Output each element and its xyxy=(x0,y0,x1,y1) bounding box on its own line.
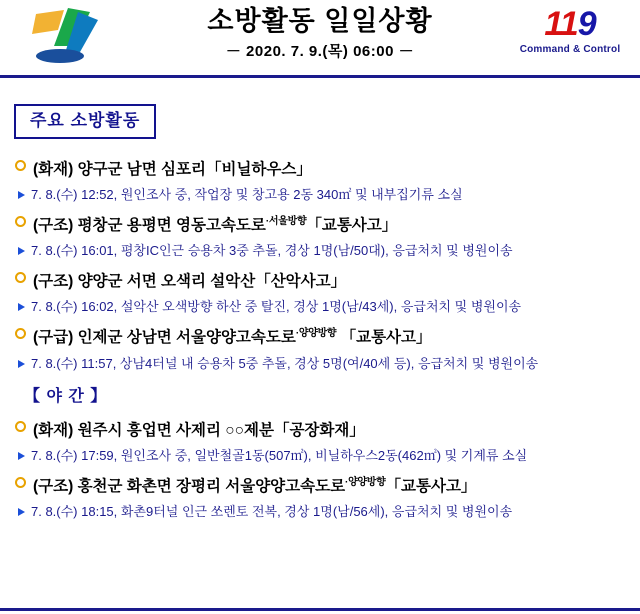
entry-head-suffix: 「산악사고」 xyxy=(255,273,347,291)
entry-head-suffix: 「교통사고」 xyxy=(306,217,398,235)
ring-bullet-icon xyxy=(15,216,26,227)
list-item xyxy=(14,209,632,263)
list-item xyxy=(14,321,632,375)
logo-caption: Command & Control xyxy=(519,44,621,55)
entry-head-prefix: (화재) 양구군 남면 심포리 xyxy=(33,161,206,179)
entry-head-prefix: (구조) 홍천군 화촌면 장평리 서울양양고속도로 xyxy=(33,477,346,495)
entry-head-suffix: 「비닐하우스」 xyxy=(205,161,312,179)
gangwon-emblem-icon xyxy=(18,6,118,68)
entry-detail-text: 7. 8.(수) 18:15, 화촌9터널 인근 쏘렌토 전복, 경상 1명(남/56세), 응급처치 및 병원이송 xyxy=(31,503,513,519)
ring-bullet-icon xyxy=(15,272,26,283)
entry-head-prefix: (구조) 양양군 서면 오색리 설악산 xyxy=(33,273,256,291)
list-item xyxy=(14,414,632,468)
entry-detail xyxy=(16,352,632,376)
entry-head-suffix: 「교통사고」 xyxy=(336,329,432,347)
entry-head-sup: ·양양방향 xyxy=(295,328,337,340)
entry-head-sup: ·양양방향 xyxy=(345,476,386,488)
triangle-bullet-icon xyxy=(18,452,25,460)
entry-detail xyxy=(16,500,632,524)
entry-headline xyxy=(14,265,632,295)
triangle-bullet-icon xyxy=(18,191,25,199)
list-item xyxy=(14,470,632,524)
entry-detail-text: 7. 8.(수) 16:01, 평창IC인근 승용차 3중 추돌, 경상 1명(남/50대), 응급처치 및 병원이송 xyxy=(31,243,513,259)
ring-bullet-icon xyxy=(15,328,26,339)
entry-detail xyxy=(16,444,632,468)
activity-list xyxy=(0,153,640,524)
title-block xyxy=(130,4,510,63)
page-subtitle: － 2020. 7. 9.(목) 06:00 － xyxy=(225,43,415,60)
entry-head-suffix: 「교통사고」 xyxy=(385,477,477,495)
triangle-bullet-icon xyxy=(18,247,25,255)
document-header xyxy=(0,0,640,78)
triangle-bullet-icon xyxy=(18,360,25,368)
entry-detail-text: 7. 8.(수) 17:59, 원인조사 중, 일반철골1동(507㎡), 비닐하우스2동(462㎡) 및 기계류 소실 xyxy=(31,447,528,463)
triangle-bullet-icon xyxy=(18,508,25,516)
entry-detail-text: 7. 8.(수) 11:57, 상남4터널 내 승용차 5중 추돌, 경상 5명(여/40세 등), 응급처치 및 병원이송 xyxy=(31,355,539,371)
page-title: 소방활동 일일상황 xyxy=(207,6,433,36)
entry-headline xyxy=(14,153,632,183)
ring-bullet-icon xyxy=(15,160,26,171)
logo-digits-11: 11 xyxy=(544,5,578,43)
entry-headline xyxy=(14,414,632,444)
logo-119-icon xyxy=(514,4,626,44)
logo-digit-9: 9 xyxy=(577,5,596,43)
ring-bullet-icon xyxy=(15,477,26,488)
entry-headline xyxy=(14,470,632,500)
entry-head-prefix: (화재) 원주시 흥업면 사제리 ○○제분 xyxy=(33,421,274,439)
list-item xyxy=(14,265,632,319)
night-section-label: 【 야 간 】 xyxy=(24,387,108,405)
entry-head-sup: ·서울방향 xyxy=(265,216,307,228)
entry-detail xyxy=(16,183,632,207)
ring-bullet-icon xyxy=(15,421,26,432)
section-title: 주요 소방활동 xyxy=(14,104,156,139)
entry-headline xyxy=(14,209,632,239)
entry-headline xyxy=(14,321,632,351)
triangle-bullet-icon xyxy=(18,303,25,311)
footer-divider xyxy=(0,608,640,611)
entry-detail xyxy=(16,295,632,319)
command-control-logo xyxy=(514,4,626,70)
entry-head-prefix: (구조) 평창군 용평면 영동고속도로 xyxy=(33,217,266,235)
entry-head-suffix: 「공장화재」 xyxy=(273,421,365,439)
list-item xyxy=(14,153,632,207)
entry-detail-text: 7. 8.(수) 12:52, 원인조사 중, 작업장 및 창고용 2동 340㎡ 및 내부집기류 소실 xyxy=(31,187,463,203)
entry-head-prefix: (구급) 인제군 상남면 서울양양고속도로 xyxy=(33,329,296,347)
entry-detail xyxy=(16,239,632,263)
entry-detail-text: 7. 8.(수) 16:02, 설악산 오색방향 하산 중 탈진, 경상 1명(남/43세), 응급처치 및 병원이송 xyxy=(31,299,522,315)
